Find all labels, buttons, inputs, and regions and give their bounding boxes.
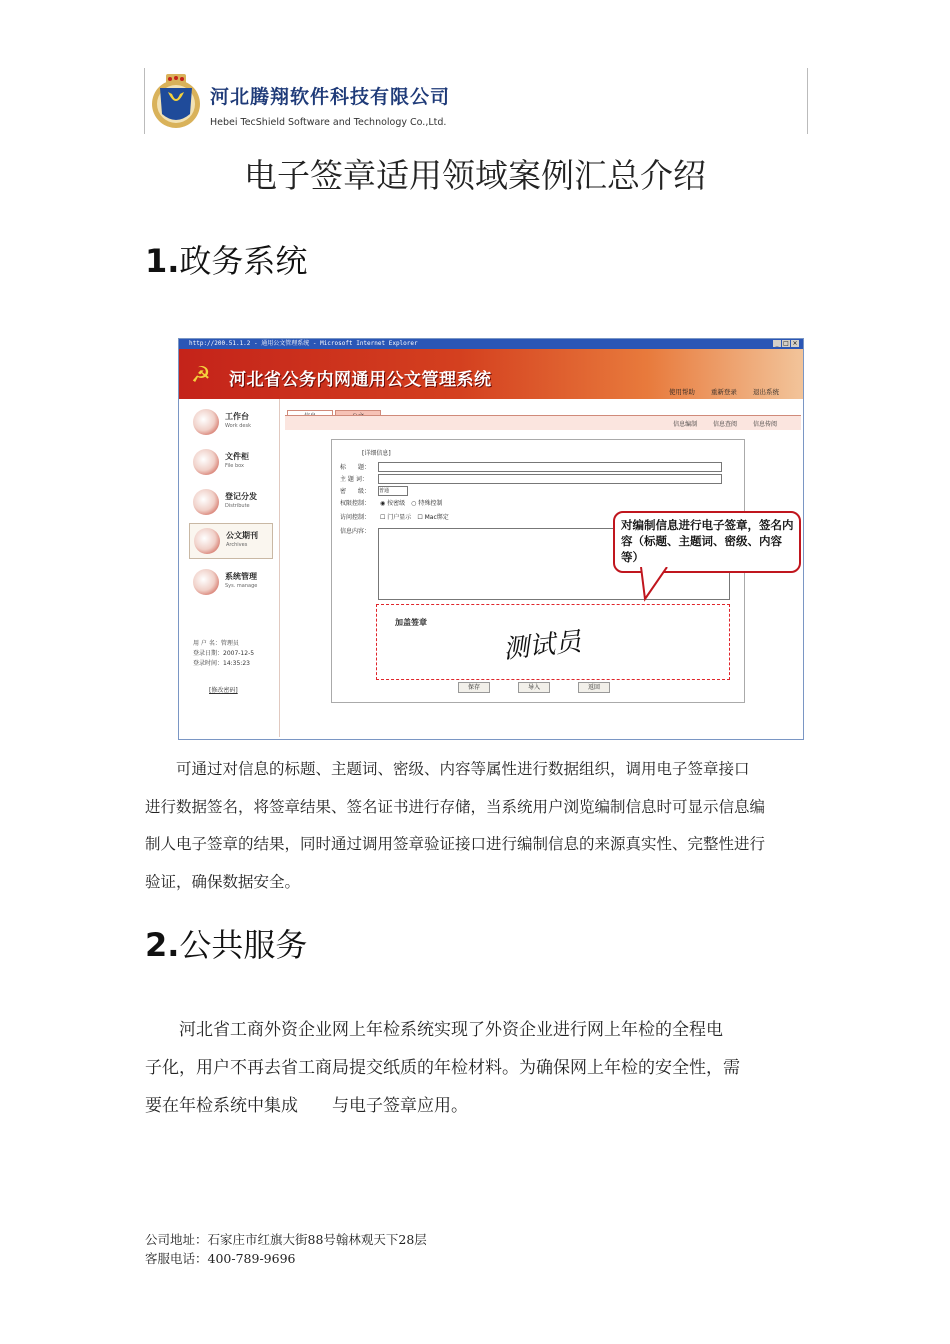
- secret-level-select: 普通: [378, 486, 408, 496]
- paragraph-line: 要在年检系统中集成 与电子签章应用。: [145, 1096, 468, 1116]
- toolbar-actions: [659, 419, 777, 428]
- callout-text: 对编制信息进行电子签章，签名内容（标题、主题词、密级、内容等）: [621, 518, 794, 564]
- figure-screenshot: [178, 338, 804, 740]
- sidebar-item-label: 文件柜: [225, 452, 249, 461]
- user-info: [193, 639, 254, 669]
- form-caption: [详细信息]: [362, 450, 391, 457]
- back-button: 返回: [578, 682, 610, 693]
- sidebar-item-sysmanage: [193, 565, 273, 599]
- access-option: Mac绑定: [424, 514, 449, 521]
- sidebar-item-sublabel: Work desk: [225, 423, 252, 429]
- permission-label: 权限控制：: [340, 500, 371, 507]
- company-logo-icon: [150, 70, 202, 132]
- sidebar-item-label: 公文期刊: [226, 531, 258, 540]
- paragraph-line: 制人电子签章的结果，同时通过调用签章验证接口进行编制信息的来源真实性、完整性进行: [145, 835, 766, 853]
- workdesk-icon: [193, 409, 219, 435]
- toolbar: [285, 415, 801, 430]
- section-title: 公共服务: [179, 926, 308, 964]
- secret-level-label: 密 级：: [340, 488, 371, 495]
- sidebar-item-archives: [189, 523, 273, 559]
- sidebar-item-sublabel: Archives: [226, 542, 248, 548]
- company-address: 公司地址：石家庄市红旗大街88号翰林观天下28层: [145, 1232, 427, 1247]
- header-divider-right: [807, 68, 808, 134]
- paragraph-line: 河北省工商外资企业网上年检系统实现了外资企业进行网上年检的全程电: [145, 1020, 723, 1040]
- system-banner: [179, 349, 803, 399]
- signature-label: 加盖签章: [395, 618, 427, 627]
- login-date: 登录日期：2007-12-5: [193, 650, 255, 657]
- section-number: 2.: [145, 926, 180, 964]
- paragraph-line: 验证，确保数据安全。: [145, 872, 301, 891]
- annotation-callout: [613, 511, 801, 573]
- user-name: 用 户 名：管理员: [193, 640, 239, 647]
- permission-option: 特殊控制: [418, 500, 443, 507]
- sidebar-item-label: 工作台: [225, 412, 249, 421]
- maximize-icon: □: [783, 340, 789, 347]
- title-label: 标 题：: [340, 464, 371, 471]
- sysmanage-icon: [193, 569, 219, 595]
- sidebar-item-sublabel: File box: [225, 463, 244, 469]
- relogin-link: 重新登录: [710, 388, 737, 396]
- save-button: 保存: [458, 682, 490, 693]
- handwritten-signature: 测试员: [501, 626, 583, 665]
- distribute-icon: [193, 489, 219, 515]
- section-heading-2: [145, 920, 307, 966]
- access-label: 访问控制：: [340, 514, 371, 521]
- document-title: 电子签章适用领域案例汇总介绍: [244, 156, 706, 195]
- paragraph-line: 子化，用户不再去省工商局提交纸质的年检材料。为确保网上年检的安全性，需: [145, 1058, 740, 1078]
- window-title: http://200.51.1.2 - 通用公文管理系统 - Microsoft Internet Explorer: [189, 340, 418, 347]
- section-heading-1: [145, 236, 307, 282]
- company-name-cn: 河北腾翔软件科技有限公司: [210, 86, 451, 108]
- callout-pointer-icon: [637, 567, 677, 603]
- access-options: ☐ 门户显示 ☐ Mac绑定: [380, 514, 449, 521]
- form-buttons: [458, 682, 638, 693]
- exit-link: 退出系统: [753, 388, 779, 396]
- paragraph-2: [145, 1011, 807, 1125]
- sidebar-item-filebox: [193, 445, 273, 479]
- sidebar-item-workdesk: [193, 405, 273, 439]
- content-label: 信息内容：: [340, 528, 371, 535]
- sidebar-item-label: 登记分发: [225, 492, 257, 501]
- change-password-link: [修改密码]: [209, 687, 238, 694]
- keyword-label: 主 题 词：: [340, 476, 368, 483]
- permission-options: ◉ 按密级 ○ 特殊控制: [380, 500, 443, 507]
- service-phone: 客服电话：400-789-9696: [145, 1251, 296, 1266]
- browser-titlebar: [179, 339, 803, 349]
- system-name: 河北省公务内网通用公文管理系统: [229, 370, 492, 390]
- section-number: 1.: [145, 242, 180, 280]
- access-option: 门户显示: [387, 514, 412, 521]
- title-field: [378, 462, 722, 472]
- signature-box: [376, 604, 730, 680]
- party-emblem-icon: ☭: [191, 363, 211, 388]
- company-name-en: Hebei TecShield Software and Technology Co.,Ltd.: [210, 117, 447, 128]
- page-footer: [145, 1230, 427, 1268]
- help-link: 使用帮助: [668, 388, 695, 396]
- sidebar-item-sublabel: Distribute: [225, 503, 250, 509]
- letterhead: [144, 68, 808, 134]
- window-controls: [772, 340, 799, 348]
- sidebar-item-label: 系统管理: [225, 572, 257, 581]
- sidebar: [179, 399, 280, 737]
- login-time: 登录时间：14:35:23: [193, 660, 250, 667]
- paragraph-line: 可通过对信息的标题、主题词、密级、内容等属性进行数据组织，调用电子签章接口: [145, 760, 750, 778]
- paragraph-line: 进行数据签名，将签章结果、签名证书进行存储，当系统用户浏览编制信息时可显示信息编: [145, 797, 766, 816]
- filebox-icon: [193, 449, 219, 475]
- archives-icon: [194, 528, 220, 554]
- banner-links: [655, 387, 779, 396]
- close-icon: ×: [792, 340, 798, 347]
- circulate-action: 信息传阅: [752, 421, 777, 428]
- compose-action: 信息编制: [673, 421, 698, 428]
- import-button: 导入: [518, 682, 550, 693]
- minimize-icon: _: [773, 340, 781, 347]
- permission-option: 按密级: [387, 500, 406, 507]
- sidebar-item-sublabel: Sys. manage: [225, 583, 258, 589]
- paragraph-1: [145, 751, 807, 901]
- keyword-field: [378, 474, 722, 484]
- section-title: 政务系统: [179, 242, 308, 280]
- sidebar-item-distribute: [193, 485, 273, 519]
- header-divider-left: [144, 68, 145, 134]
- browse-action: 信息查阅: [713, 421, 738, 428]
